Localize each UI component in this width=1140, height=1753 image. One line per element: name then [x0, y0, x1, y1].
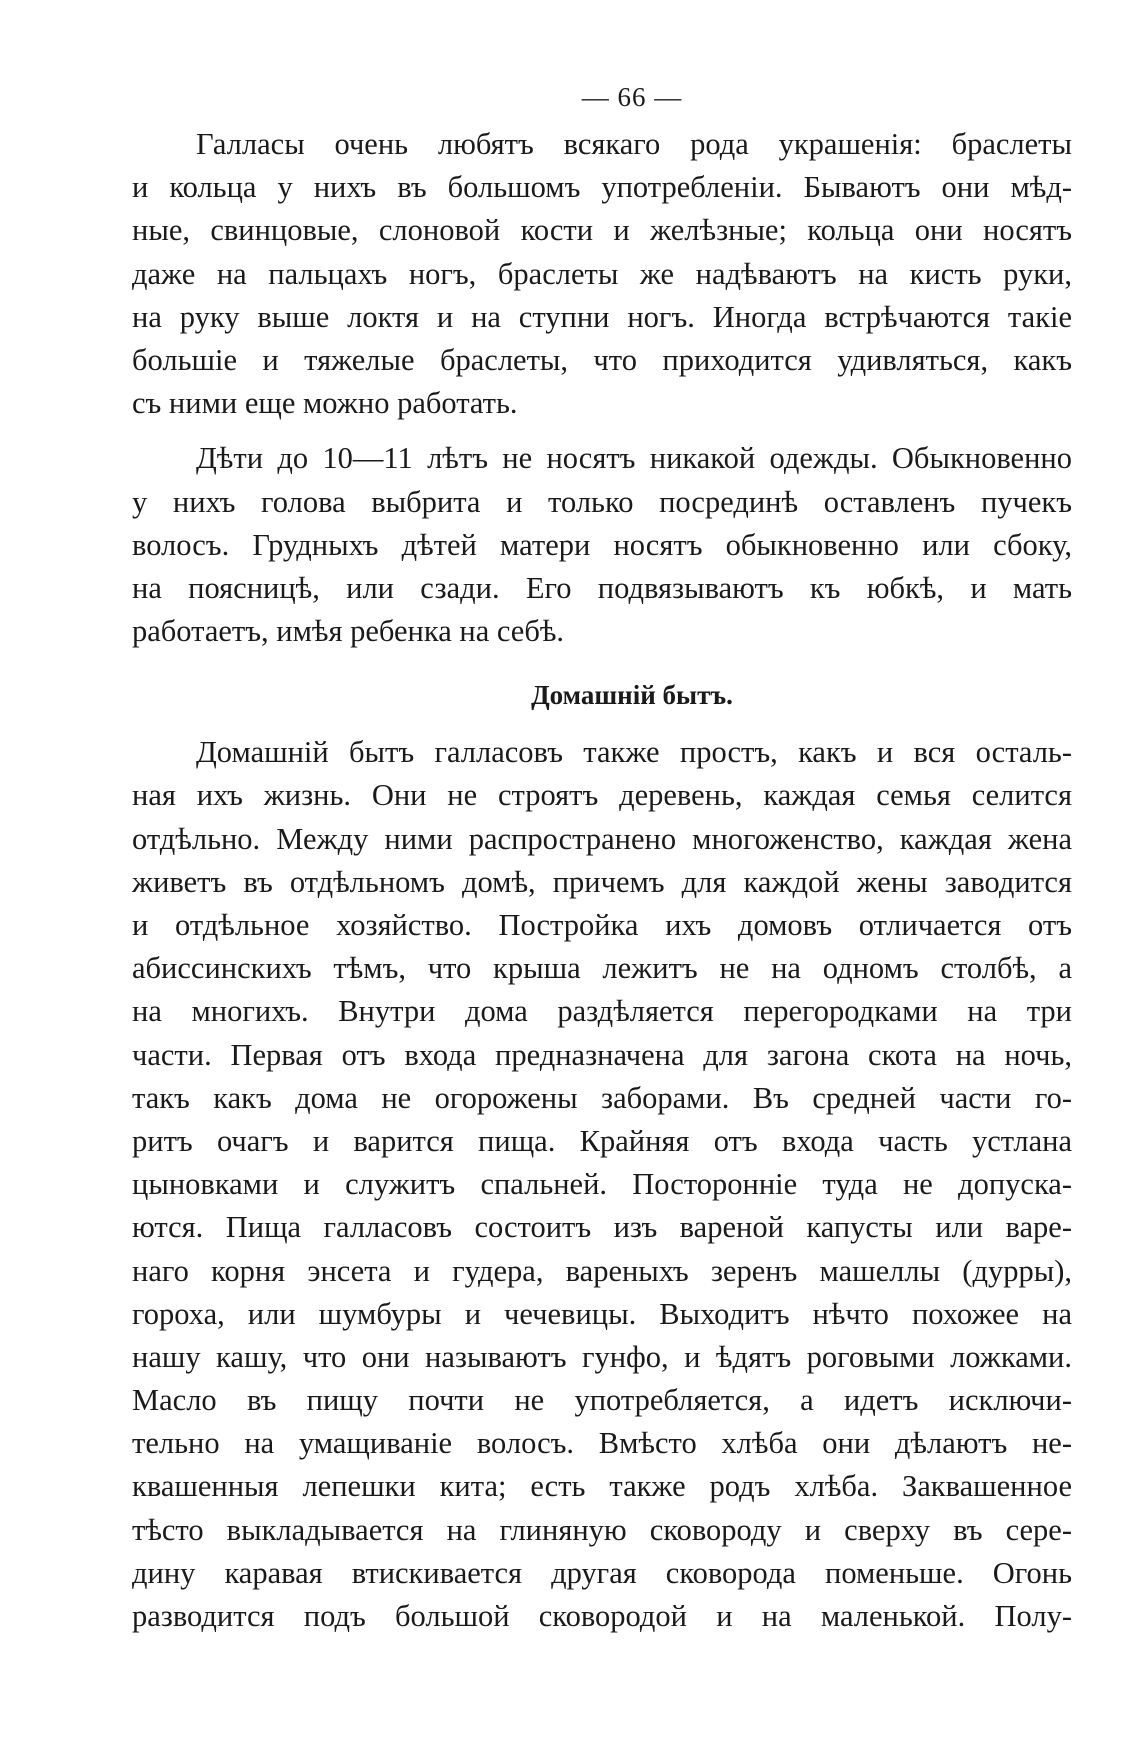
page-number: — 66 — — [581, 82, 683, 112]
text-line: ная ихъ жизнь. Они не строятъ деревень, каждая семья селится — [132, 778, 1072, 813]
text-line: у нихъ голова выбрита и только посрединѣ оставленъ пучекъ — [132, 484, 1072, 519]
text-line: Дѣти до 10—11 лѣтъ не носятъ никакой одежды. Обыкновенно — [196, 441, 1072, 476]
paragraph-bracelets — [132, 123, 1072, 425]
text-line: цыновками и служитъ спальней. Посторонніе туда не допуска- — [132, 1167, 1072, 1202]
text-line: и отдѣльное хозяйство. Постройка ихъ домовъ отличается отъ — [132, 908, 1072, 942]
text-line: наго корня энсета и гудера, вареныхъ зеренъ машеллы (дурры), — [132, 1253, 1072, 1288]
text-line: на руку выше локтя и на ступни ногъ. Иногда встрѣчаются такіе — [132, 299, 1072, 334]
text-line: абиссинскихъ тѣмъ, что крыша лежитъ не на одномъ столбѣ, а — [132, 951, 1072, 986]
text-line: гороха, или шумбуры и чечевицы. Выходитъ нѣчто похожее на — [132, 1296, 1072, 1331]
text-line: даже на пальцахъ ногъ, браслеты же надѣваютъ на кисть руки, — [132, 256, 1072, 291]
text-line: большіе и тяжелые браслеты, что приходится удивляться, какъ — [132, 342, 1072, 377]
text-line: Галласы очень любятъ всякаго рода украшенія: браслеты — [196, 127, 1072, 161]
text-line: дину каравая втискивается другая сковорода поменьше. Огонь — [132, 1555, 1072, 1590]
text-line: на поясницѣ, или сзади. Его подвязываютъ къ юбкѣ, и мать — [132, 570, 1072, 605]
text-line: такъ какъ дома не огорожены заборами. Въ средней части го- — [132, 1080, 1072, 1115]
paragraph-domestic-life — [132, 731, 1072, 1638]
text-line: съ ними еще можно работать. — [132, 386, 518, 421]
text-line: ритъ очагъ и варится пища. Крайняя отъ входа часть устлана — [132, 1123, 1072, 1158]
text-line: Масло въ пищу почти не употребляется, а идетъ исключи- — [132, 1383, 1072, 1418]
text-line: тельно на умащиваніе волосъ. Вмѣсто хлѣба они дѣлаютъ не- — [132, 1426, 1072, 1461]
text-line: Домашній бытъ галласовъ также простъ, какъ и вся осталь- — [196, 735, 1072, 770]
text-line: отдѣльно. Между ними распространено многоженство, каждая жена — [132, 821, 1072, 856]
text-line: ные, свинцовые, слоновой кости и желѣзные; кольца они носятъ — [132, 213, 1072, 248]
text-line: работаетъ, имѣя ребенка на себѣ. — [132, 614, 565, 649]
text-line: квашенныя лепешки кита; есть также родъ хлѣба. Заквашенное — [132, 1469, 1072, 1504]
text-line: и кольца у нихъ въ большомъ употребленіи. Бываютъ они мѣд- — [132, 170, 1072, 205]
text-line: на многихъ. Внутри дома раздѣляется перегородками на три — [132, 994, 1072, 1029]
text-line: части. Первая отъ входа предназначена для загона скота на ночь, — [132, 1037, 1072, 1072]
text-line: живетъ въ отдѣльномъ домѣ, причемъ для каждой жены заводится — [132, 864, 1072, 899]
text-line: разводится подъ большой сковородой и на маленькой. Полу- — [132, 1599, 1072, 1633]
text-line: ются. Пища галласовъ состоитъ изъ вареной капусты или варе- — [132, 1210, 1072, 1245]
section-heading: Домашній бытъ. — [531, 680, 733, 711]
paragraph-gap — [132, 425, 1072, 437]
page-content — [132, 82, 1072, 1638]
paragraph-children — [132, 437, 1072, 653]
text-line: волосъ. Грудныхъ дѣтей матери носятъ обыкновенно или сбоку, — [132, 527, 1072, 562]
text-line: тѣсто выкладывается на глиняную сковороду и сверху въ сере- — [132, 1512, 1072, 1547]
text-line: нашу кашу, что они называютъ гунфо, и ѣдятъ роговыми ложками. — [132, 1339, 1072, 1374]
